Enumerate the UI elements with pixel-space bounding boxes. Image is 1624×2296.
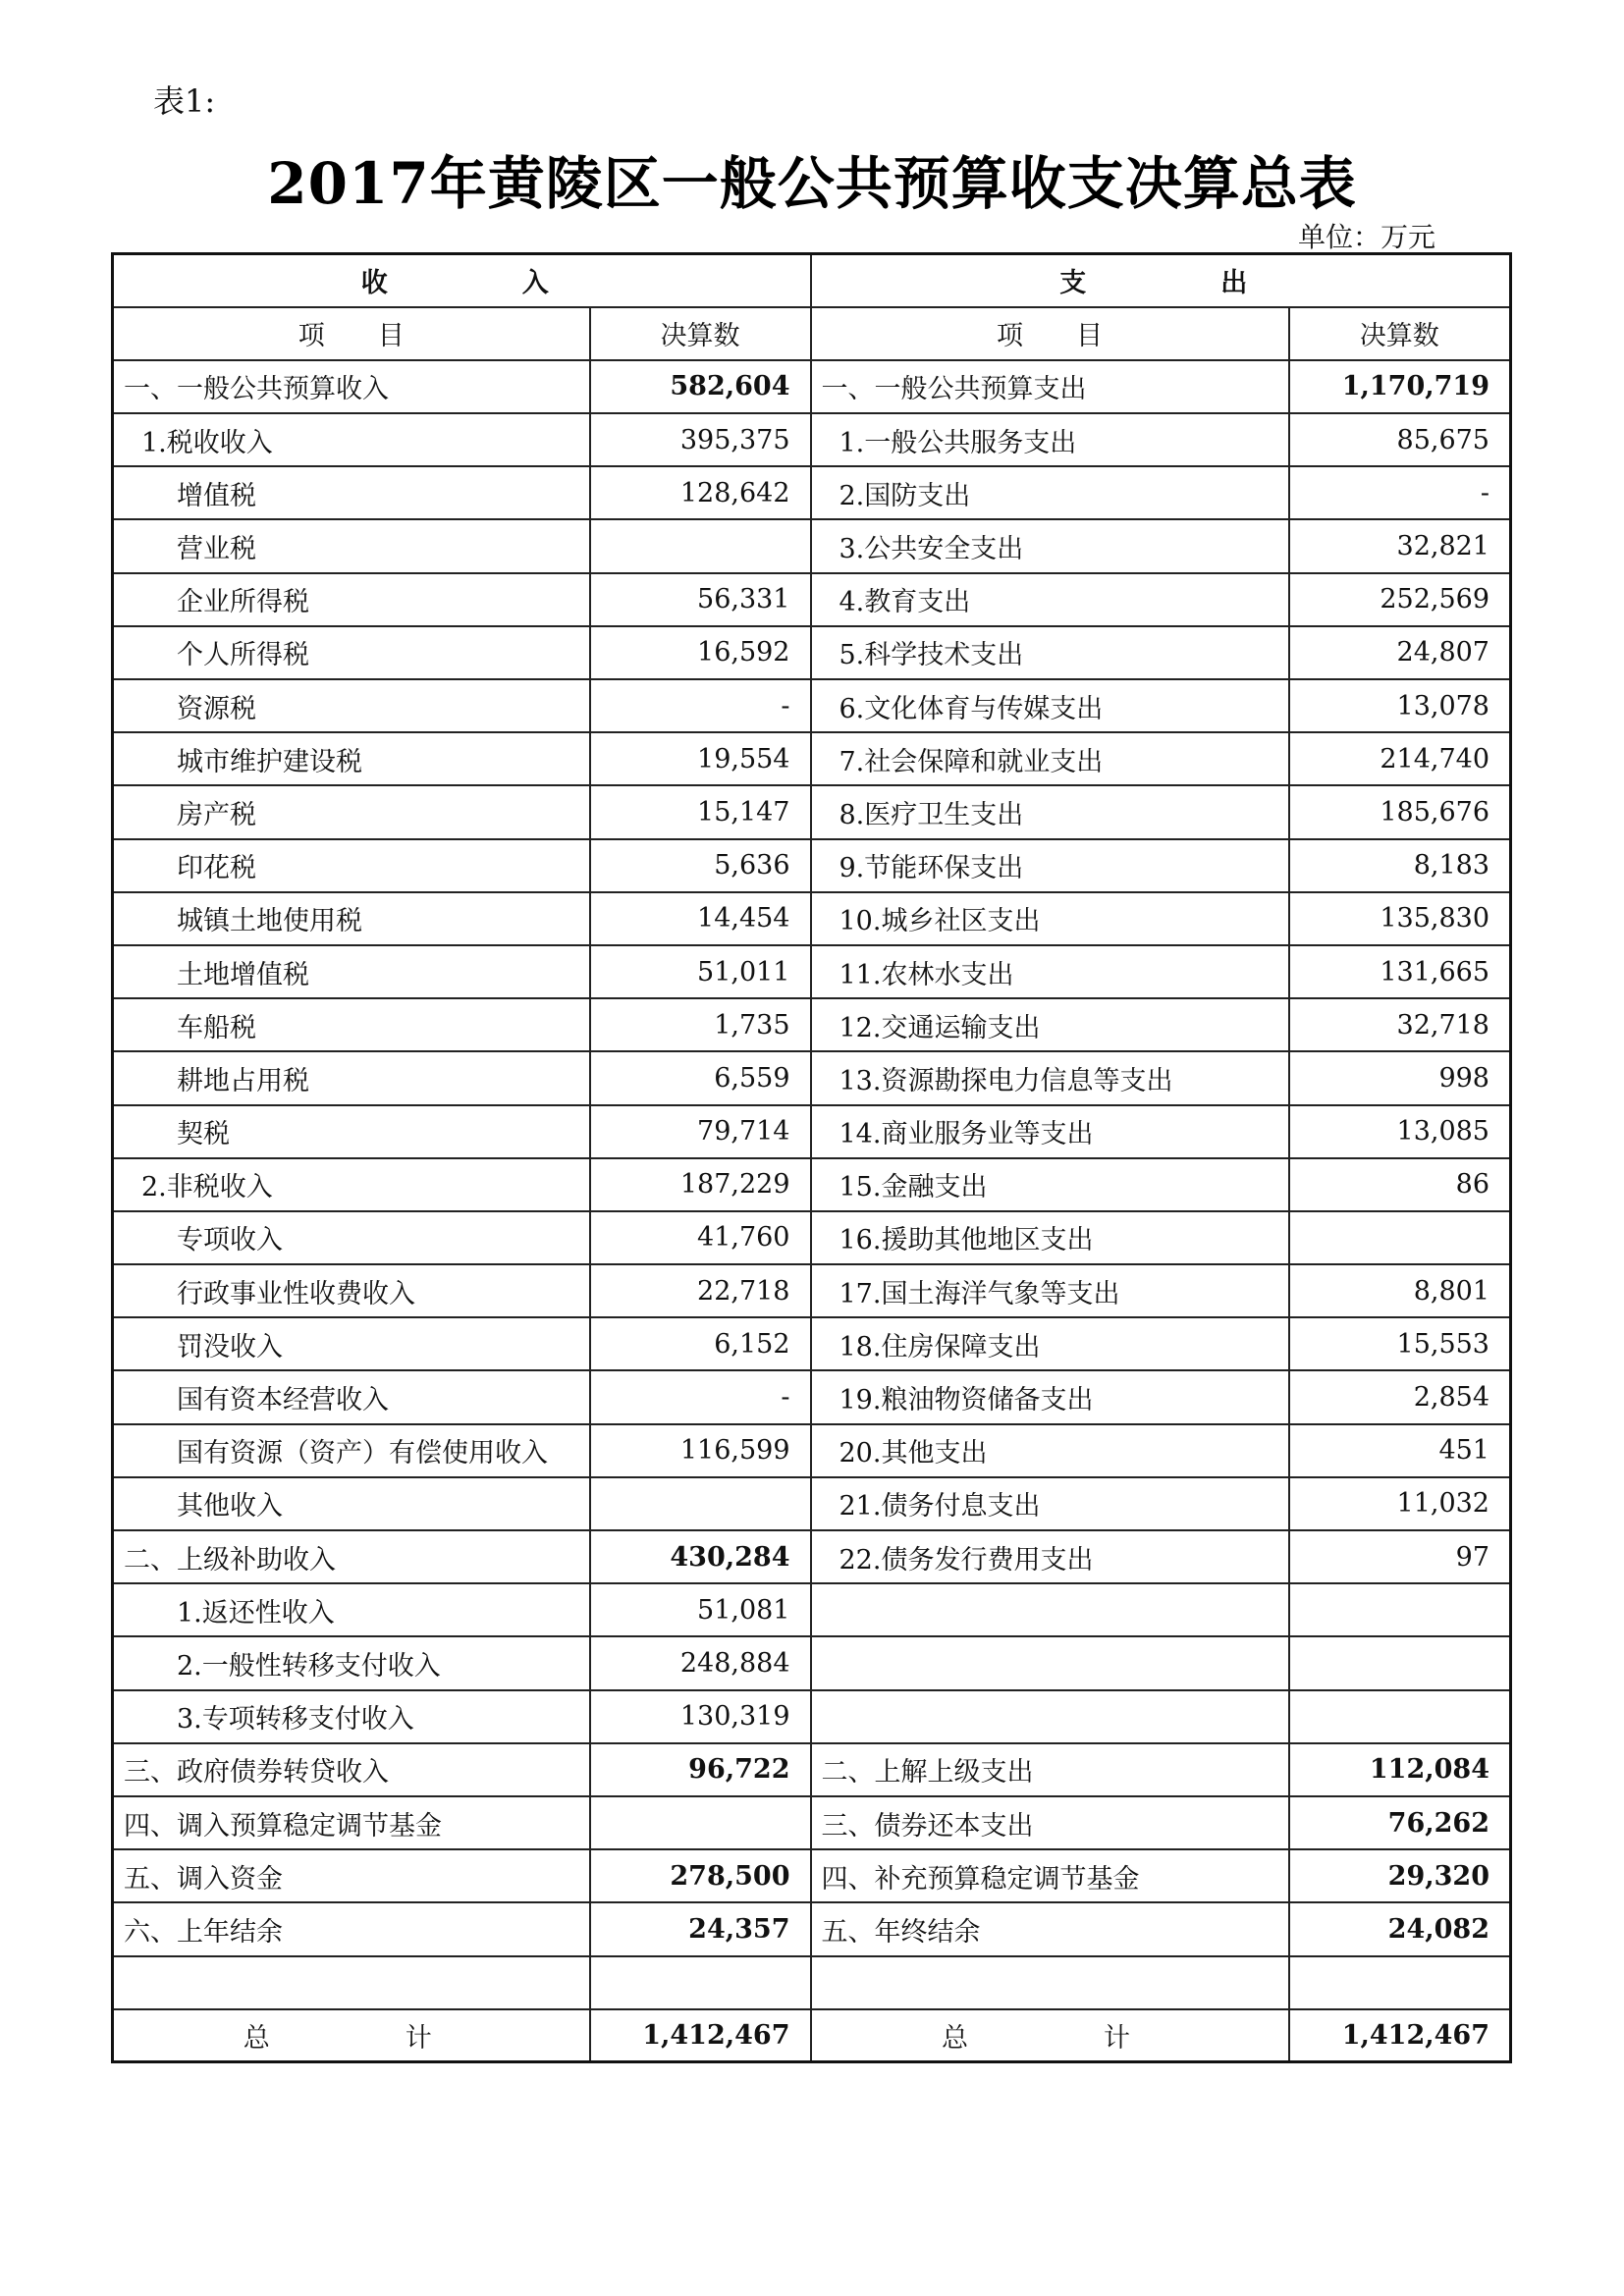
income-amount: 96,722 — [590, 1743, 811, 1796]
expense-amount: 112,084 — [1289, 1743, 1511, 1796]
income-item-label: 城市维护建设税 — [113, 732, 590, 785]
table-row — [113, 519, 1511, 572]
expense-amount — [1289, 1583, 1511, 1636]
table-row — [113, 413, 1511, 466]
expense-amount: 1,170,719 — [1289, 360, 1511, 413]
income-amount: 16,592 — [590, 626, 811, 679]
table-row — [113, 1370, 1511, 1423]
table-row — [113, 1849, 1511, 1902]
income-amount: 130,319 — [590, 1690, 811, 1743]
expense-item-label: 3.公共安全支出 — [811, 519, 1289, 572]
expense-amount: 8,183 — [1289, 839, 1511, 892]
expense-item-header: 项 目 — [811, 307, 1289, 360]
table-row — [113, 945, 1511, 998]
expense-item-label: 18.住房保障支出 — [811, 1317, 1289, 1370]
income-amount: 5,636 — [590, 839, 811, 892]
expense-item-label: 21.债务付息支出 — [811, 1477, 1289, 1530]
table-row — [113, 1051, 1511, 1104]
expense-item-label: 4.教育支出 — [811, 573, 1289, 626]
expense-item-label: 11.农林水支出 — [811, 945, 1289, 998]
expense-amount — [1289, 1636, 1511, 1689]
expense-amount: 76,262 — [1289, 1796, 1511, 1849]
income-amount: 19,554 — [590, 732, 811, 785]
income-item-header: 项 目 — [113, 307, 590, 360]
income-item-label: 国有资源（资产）有偿使用收入 — [113, 1424, 590, 1477]
table-row — [113, 1477, 1511, 1530]
income-item-label — [113, 1956, 590, 2009]
income-amount-header: 决算数 — [590, 307, 811, 360]
income-amount: 430,284 — [590, 1530, 811, 1583]
table-row — [113, 1956, 1511, 2009]
expense-amount: 86 — [1289, 1158, 1511, 1211]
income-amount: 6,152 — [590, 1317, 811, 1370]
income-item-label: 个人所得税 — [113, 626, 590, 679]
table-row — [113, 1211, 1511, 1264]
expense-item-label: 一、一般公共预算支出 — [811, 360, 1289, 413]
table-row — [113, 1424, 1511, 1477]
income-amount: 187,229 — [590, 1158, 811, 1211]
unit-label: 单位：万元 — [1297, 221, 1435, 253]
income-amount — [590, 1477, 811, 1530]
expense-amount: - — [1289, 466, 1511, 519]
income-item-label: 2.一般性转移支付收入 — [113, 1636, 590, 1689]
income-item-label: 契税 — [113, 1105, 590, 1158]
income-amount: 22,718 — [590, 1264, 811, 1317]
income-amount — [590, 519, 811, 572]
table-row — [113, 1583, 1511, 1636]
table-row — [113, 1690, 1511, 1743]
income-amount: 1,735 — [590, 998, 811, 1051]
income-amount: 24,357 — [590, 1902, 811, 1955]
income-item-label: 1.返还性收入 — [113, 1583, 590, 1636]
expense-item-label: 16.援助其他地区支出 — [811, 1211, 1289, 1264]
income-item-label: 3.专项转移支付收入 — [113, 1690, 590, 1743]
table-row — [113, 1105, 1511, 1158]
income-item-label: 车船税 — [113, 998, 590, 1051]
income-amount: 278,500 — [590, 1849, 811, 1902]
expense-amount: 32,718 — [1289, 998, 1511, 1051]
table-label: 表1: — [153, 82, 216, 120]
table-row — [113, 360, 1511, 413]
table-row — [113, 1743, 1511, 1796]
table-row — [113, 1902, 1511, 1955]
income-item-label: 城镇土地使用税 — [113, 892, 590, 945]
income-amount: 15,147 — [590, 785, 811, 838]
expense-amount: 8,801 — [1289, 1264, 1511, 1317]
expense-amount: 15,553 — [1289, 1317, 1511, 1370]
expense-amount: 135,830 — [1289, 892, 1511, 945]
income-amount: 116,599 — [590, 1424, 811, 1477]
expense-amount: 24,807 — [1289, 626, 1511, 679]
expense-item-label: 14.商业服务业等支出 — [811, 1105, 1289, 1158]
table-row — [113, 839, 1511, 892]
expense-item-label — [811, 1636, 1289, 1689]
income-item-label: 五、调入资金 — [113, 1849, 590, 1902]
expense-amount: 13,078 — [1289, 679, 1511, 732]
income-item-label: 一、一般公共预算收入 — [113, 360, 590, 413]
income-item-label: 企业所得税 — [113, 573, 590, 626]
income-amount: - — [590, 1370, 811, 1423]
expense-item-label: 19.粮油物资储备支出 — [811, 1370, 1289, 1423]
income-amount: 41,760 — [590, 1211, 811, 1264]
table-row — [113, 998, 1511, 1051]
income-total-label: 总 计 — [113, 2009, 590, 2062]
expense-item-label: 5.科学技术支出 — [811, 626, 1289, 679]
expense-item-label: 10.城乡社区支出 — [811, 892, 1289, 945]
expense-item-label: 三、债券还本支出 — [811, 1796, 1289, 1849]
income-amount: 51,081 — [590, 1583, 811, 1636]
expense-amount: 24,082 — [1289, 1902, 1511, 1955]
income-amount — [590, 1956, 811, 2009]
table-header-row — [113, 254, 1511, 307]
expense-item-label: 五、年终结余 — [811, 1902, 1289, 1955]
expense-item-label: 13.资源勘探电力信息等支出 — [811, 1051, 1289, 1104]
expense-item-label: 2.国防支出 — [811, 466, 1289, 519]
table-row — [113, 466, 1511, 519]
table-row — [113, 1264, 1511, 1317]
table-row — [113, 1317, 1511, 1370]
table-row — [113, 1530, 1511, 1583]
expense-amount: 2,854 — [1289, 1370, 1511, 1423]
expense-amount: 998 — [1289, 1051, 1511, 1104]
income-amount: 56,331 — [590, 573, 811, 626]
table-row — [113, 1158, 1511, 1211]
income-item-label: 资源税 — [113, 679, 590, 732]
income-amount: 395,375 — [590, 413, 811, 466]
expense-item-label: 1.一般公共服务支出 — [811, 413, 1289, 466]
income-item-label: 印花税 — [113, 839, 590, 892]
income-amount: 582,604 — [590, 360, 811, 413]
table-row — [113, 785, 1511, 838]
expense-item-label: 9.节能环保支出 — [811, 839, 1289, 892]
expense-amount — [1289, 1690, 1511, 1743]
income-item-label: 六、上年结余 — [113, 1902, 590, 1955]
income-item-label: 行政事业性收费收入 — [113, 1264, 590, 1317]
income-amount: 14,454 — [590, 892, 811, 945]
expense-item-label: 20.其他支出 — [811, 1424, 1289, 1477]
expense-amount: 451 — [1289, 1424, 1511, 1477]
table-row — [113, 892, 1511, 945]
table-row — [113, 1796, 1511, 1849]
income-item-label: 其他收入 — [113, 1477, 590, 1530]
expense-item-label: 12.交通运输支出 — [811, 998, 1289, 1051]
income-item-label: 2.非税收入 — [113, 1158, 590, 1211]
income-amount: 248,884 — [590, 1636, 811, 1689]
expense-amount — [1289, 1211, 1511, 1264]
expense-item-label — [811, 1956, 1289, 2009]
income-item-label: 增值税 — [113, 466, 590, 519]
income-amount: 6,559 — [590, 1051, 811, 1104]
income-amount: 128,642 — [590, 466, 811, 519]
income-item-label: 营业税 — [113, 519, 590, 572]
income-amount: 51,011 — [590, 945, 811, 998]
income-header: 收 入 — [113, 254, 811, 307]
income-item-label: 三、政府债券转贷收入 — [113, 1743, 590, 1796]
expense-item-label: 15.金融支出 — [811, 1158, 1289, 1211]
expense-total-label: 总 计 — [811, 2009, 1289, 2062]
income-amount — [590, 1796, 811, 1849]
expense-amount: 214,740 — [1289, 732, 1511, 785]
table-row — [113, 626, 1511, 679]
expense-item-label — [811, 1583, 1289, 1636]
expense-amount: 185,676 — [1289, 785, 1511, 838]
expense-item-label: 17.国土海洋气象等支出 — [811, 1264, 1289, 1317]
expense-amount: 97 — [1289, 1530, 1511, 1583]
expense-item-label: 7.社会保障和就业支出 — [811, 732, 1289, 785]
expense-amount: 29,320 — [1289, 1849, 1511, 1902]
income-item-label: 耕地占用税 — [113, 1051, 590, 1104]
table-row — [113, 1636, 1511, 1689]
expense-header: 支 出 — [811, 254, 1511, 307]
table-subheader-row — [113, 307, 1511, 360]
expense-amount: 85,675 — [1289, 413, 1511, 466]
income-item-label: 专项收入 — [113, 1211, 590, 1264]
table-row — [113, 679, 1511, 732]
page-title: 2017年黄陵区一般公共预算收支决算总表 — [267, 150, 1357, 217]
expense-item-label: 二、上解上级支出 — [811, 1743, 1289, 1796]
expense-item-label: 22.债务发行费用支出 — [811, 1530, 1289, 1583]
expense-item-label: 6.文化体育与传媒支出 — [811, 679, 1289, 732]
income-item-label: 1.税收收入 — [113, 413, 590, 466]
income-amount: - — [590, 679, 811, 732]
expense-item-label — [811, 1690, 1289, 1743]
income-total-amount: 1,412,467 — [590, 2009, 811, 2062]
table-row — [113, 732, 1511, 785]
income-item-label: 房产税 — [113, 785, 590, 838]
expense-amount: 252,569 — [1289, 573, 1511, 626]
expense-amount-header: 决算数 — [1289, 307, 1511, 360]
expense-amount: 131,665 — [1289, 945, 1511, 998]
income-item-label: 四、调入预算稳定调节基金 — [113, 1796, 590, 1849]
expense-amount: 13,085 — [1289, 1105, 1511, 1158]
income-amount: 79,714 — [590, 1105, 811, 1158]
expense-item-label: 四、补充预算稳定调节基金 — [811, 1849, 1289, 1902]
income-item-label: 土地增值税 — [113, 945, 590, 998]
expense-amount: 11,032 — [1289, 1477, 1511, 1530]
total-row — [113, 2009, 1511, 2062]
budget-table — [111, 252, 1512, 2063]
income-item-label: 罚没收入 — [113, 1317, 590, 1370]
income-item-label: 国有资本经营收入 — [113, 1370, 590, 1423]
income-item-label: 二、上级补助收入 — [113, 1530, 590, 1583]
expense-total-amount: 1,412,467 — [1289, 2009, 1511, 2062]
expense-item-label: 8.医疗卫生支出 — [811, 785, 1289, 838]
expense-amount — [1289, 1956, 1511, 2009]
table-row — [113, 573, 1511, 626]
expense-amount: 32,821 — [1289, 519, 1511, 572]
